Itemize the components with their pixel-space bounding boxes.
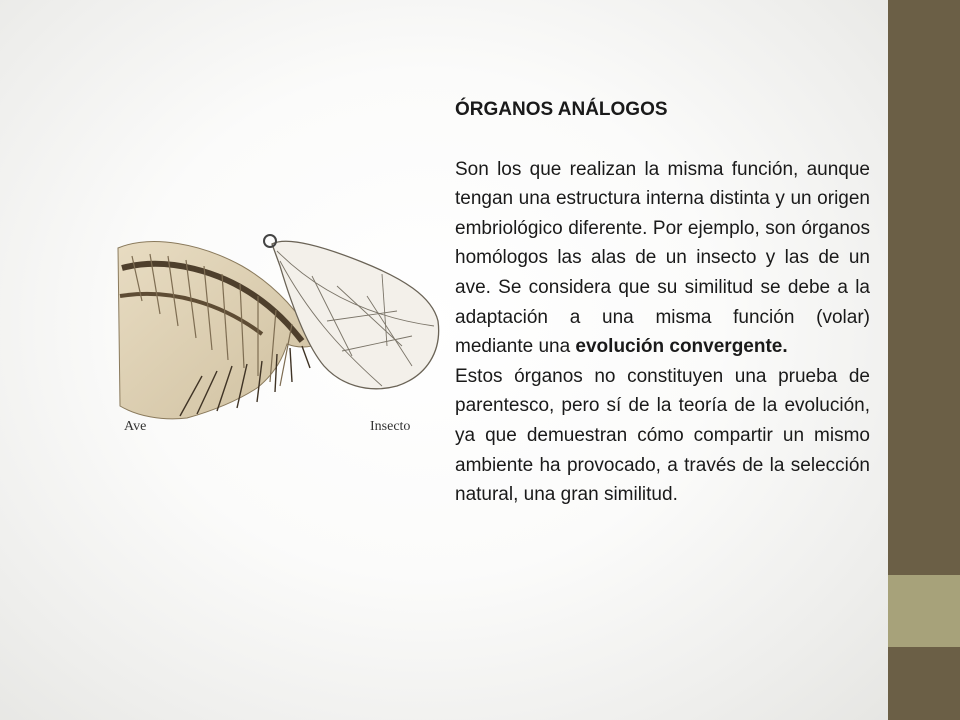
paragraph-definition bbox=[455, 155, 870, 362]
sidebar-accent-block bbox=[888, 575, 960, 647]
paragraph-definition-text: Son los que realizan la misma función, aunque tengan una estructura interna distinta y un origen embriológico diferente. Por ejemplo, son órganos homólogos las alas de un insecto y las de un ave. Se considera que su similitud se debe a la adaptación a una misma función (volar) mediante una bbox=[455, 158, 870, 358]
sidebar-bar-top bbox=[888, 0, 960, 575]
paragraph-evidence: Estos órganos no constituyen una prueba de parentesco, pero sí de la teoría de la evolución, ya que demuestran cómo compartir un mismo ambiente ha provocado, a través de la selección natural, una gran similitud. bbox=[455, 365, 870, 506]
bird-label: Ave bbox=[124, 419, 147, 434]
content-textbox bbox=[455, 95, 870, 510]
wings-figure bbox=[112, 226, 440, 438]
convergent-evolution-term: evolución convergente. bbox=[575, 336, 788, 358]
sidebar-bar-bottom bbox=[888, 647, 960, 720]
insect-label: Insecto bbox=[370, 419, 411, 434]
slide-title: ÓRGANOS ANÁLOGOS bbox=[455, 99, 668, 120]
